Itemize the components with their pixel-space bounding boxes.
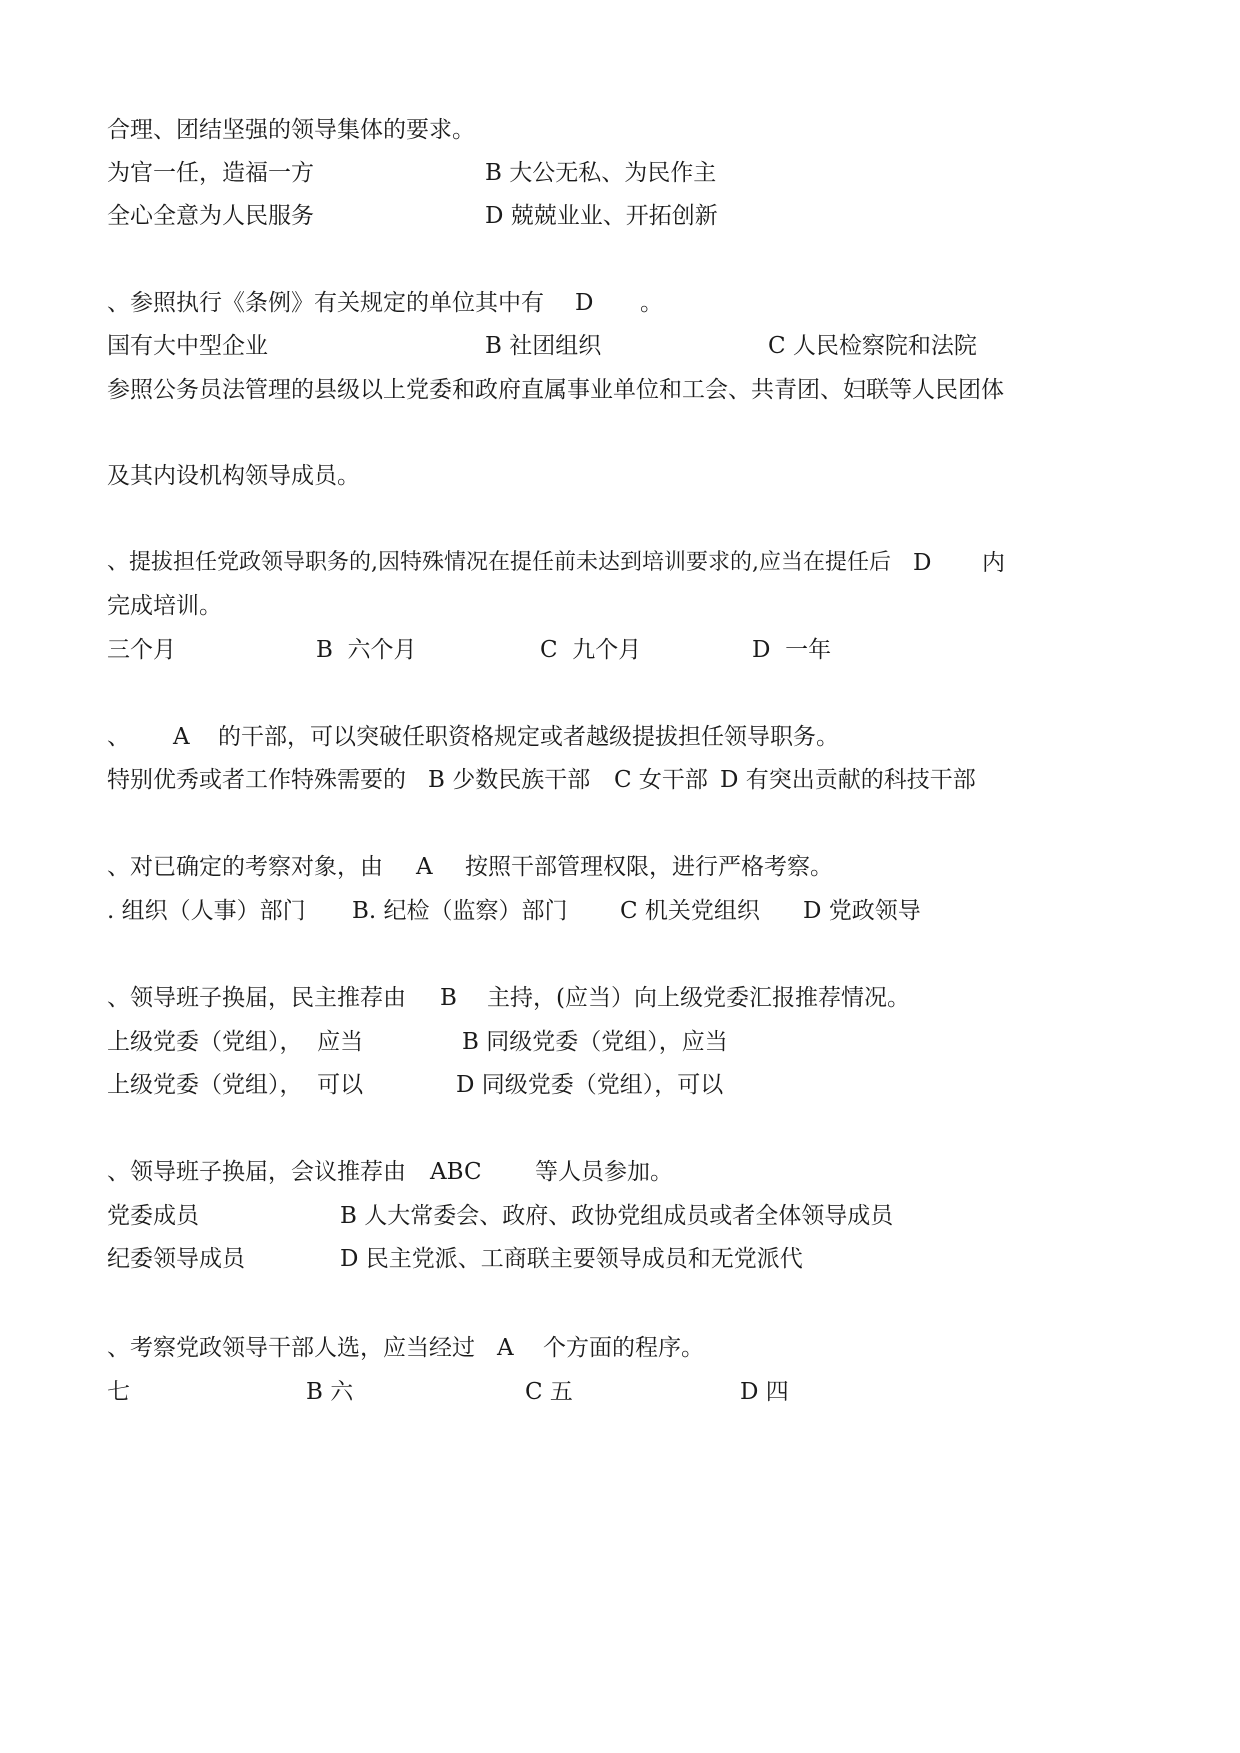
answer-label: A [416,854,433,880]
option-d: D 民主党派、工商联主要领导成员和无党派代 [340,1246,803,1272]
option-a: 国有大中型企业 [107,333,268,359]
answer-label: ABC [430,1159,482,1185]
option-d: 参照公务员法管理的县级以上党委和政府直属事业单位和工会、共青团、妇联等人民团体 [107,377,1004,403]
option-c: C 人民检察院和法院 [768,333,977,359]
option-a: . 组织（人事）部门 [107,898,306,924]
option-d: D 党政领导 [803,898,921,924]
question-stem: 、对已确定的考察对象，由 [107,854,383,880]
option-c: C 机关党组织 [620,898,760,924]
option-b: B 少数民族干部 [428,767,591,793]
option-c: C 女干部 [614,767,708,793]
option-c: 全心全意为人民服务 [107,203,314,229]
question-stem-end: 个方面的程序。 [543,1335,704,1361]
option-a: 三个月 [107,637,176,663]
option-d: D 有突出贡献的科技干部 [720,767,976,793]
option-d: D 兢兢业业、开拓创新 [485,203,718,229]
option-a: 七 [107,1379,130,1405]
option-b: B. 纪检（监察）部门 [352,898,568,924]
option-c: C 九个月 [540,637,642,663]
option-c: 上级党委（党组）， 可以 [107,1072,364,1098]
question-stem-continued: 完成培训。 [107,593,222,619]
option-d: D 同级党委（党组），可以 [456,1072,724,1098]
answer-label: D [575,290,594,316]
option-d: D 一年 [752,637,832,663]
question-stem: 、考察党政领导干部人选，应当经过 [107,1335,475,1361]
option-b: B 社团组织 [485,333,602,359]
question-stem-end: 。 [640,290,663,316]
question-stem: 合理、团结坚强的领导集体的要求。 [107,117,475,143]
question-stem: 、参照执行《条例》有关规定的单位其中有 [107,290,544,316]
option-a: 为官一任，造福一方 [107,160,314,186]
question-stem-end: 按照干部管理权限，进行严格考察。 [465,854,833,880]
question-stem: 、领导班子换届，民主推荐由 [107,985,406,1011]
option-b: B 人大常委会、政府、政协党组成员或者全体领导成员 [340,1203,894,1229]
question-stem-end: 内 [982,550,1005,576]
option-b: B 大公无私、为民作主 [485,160,717,186]
option-d-continued: 及其内设机构领导成员。 [107,463,360,489]
option-b: B 六个月 [316,637,417,663]
option-a: 党委成员 [107,1203,199,1229]
question-stem: 、领导班子换届，会议推荐由 [107,1159,406,1185]
option-b: B 六 [306,1379,354,1405]
answer-label: A [173,724,190,750]
answer-label: A [497,1335,514,1361]
option-c: C 五 [525,1379,573,1405]
option-a: 上级党委（党组）， 应当 [107,1029,364,1055]
question-stem-end: 主持，(应当）向上级党委汇报推荐情况。 [487,985,910,1011]
option-d: D 四 [740,1379,789,1405]
question-stem: 、提拔担任党政领导职务的,因特殊情况在提任前未达到培训要求的,应当在提任后 [107,550,891,575]
question-stem-end: 等人员参加。 [535,1159,673,1185]
question-stem: 的干部，可以突破任职资格规定或者越级提拔担任领导职务。 [218,724,839,750]
option-b: B 同级党委（党组），应当 [462,1029,728,1055]
question-stem-prefix: 、 [107,724,130,750]
option-c: 纪委领导成员 [107,1246,245,1272]
option-a: 特别优秀或者工作特殊需要的 [107,767,406,793]
answer-label: D [913,550,932,576]
answer-label: B [440,985,457,1011]
